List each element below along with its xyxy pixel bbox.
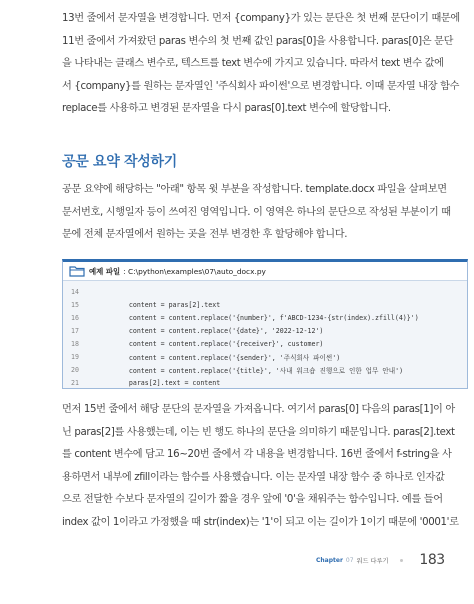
section-heading: 공문 요약 작성하기 xyxy=(62,154,177,170)
code-text: content = paras[2].text xyxy=(113,300,221,309)
code-line xyxy=(63,337,467,350)
text-line: index 값이 1이라고 가정했을 때 str(index)는 '1'이 되고 이는 길이가 1이기 때문에 '0001'로 xyxy=(62,516,459,528)
line-number: 16 xyxy=(71,313,79,322)
code-text: content = content.replace('{date}', '2022-12-12') xyxy=(113,326,324,335)
text-line: 문에 전체 문자열에서 원하는 곳을 전부 변경한 후 할당해야 합니다. xyxy=(62,229,348,241)
text-line: 를 content 변수에 담고 16~20번 줄에서 각 내용을 변경합니다. 16번 줄에서 f-string을 사 xyxy=(62,449,452,461)
line-number: 18 xyxy=(71,339,79,348)
text-line: 문서번호, 시행일자 등이 쓰여진 영역입니다. 이 영역은 하나의 문단으로 작성된 부분이기 때 xyxy=(62,206,451,218)
body-paragraph-1 xyxy=(62,8,462,121)
line-number: 14 xyxy=(71,287,79,296)
body-paragraph-3 xyxy=(62,399,462,535)
text-line: 공문 요약에 해당하는 "아래" 항목 윗 부분을 작성합니다. template.docx 파일을 살펴보면 xyxy=(62,184,447,195)
text-line: 서 {company}를 원하는 문자열인 '주식회사 파이썬'으로 변경합니다. 이때 문자열 내장 함수 xyxy=(62,80,460,92)
code-lines xyxy=(63,281,467,390)
line-number: 15 xyxy=(71,300,79,309)
code-line xyxy=(63,285,467,298)
text-line: 닌 paras[2]를 사용했는데, 이는 빈 행도 하나의 문단을 의미하기 때문입니다. paras[2].text xyxy=(62,426,455,438)
text-line: replace를 사용하고 변경된 문자열을 다시 paras[0].text 변수에 할당합니다. xyxy=(62,103,391,115)
text-line: 으로 전달한 수보다 문자열의 길이가 짧을 경우 앞에 '0'을 채워주는 함수입니다. 예를 들어 xyxy=(62,494,443,506)
text-line: 용하면서 내부에 zfill이라는 함수를 사용했습니다. 이는 문자열 내장 함수 중 하나로 인자값 xyxy=(62,471,445,483)
example-file-path: : C:\python\examples\07\auto_docx.py xyxy=(123,266,266,276)
text-line: 먼저 15번 줄에서 해당 문단의 문자열을 가져옵니다. 여기서 paras[0] 다음의 paras[1]이 아 xyxy=(62,404,455,415)
code-line xyxy=(63,364,467,377)
text-line: 을 나타내는 클래스 변수로, 텍스트를 text 변수에 가지고 있습니다. 따라서 text 변수 값에 xyxy=(62,58,444,70)
line-number: 21 xyxy=(71,379,79,388)
body-paragraph-2 xyxy=(62,179,462,247)
code-text: content = content.replace('{sender}', '주식회사 파이썬') xyxy=(113,354,341,363)
separator-dot xyxy=(400,559,403,562)
folder-icon xyxy=(69,265,85,277)
code-line xyxy=(63,298,467,311)
code-text: content = content.replace('{number}', f'ABCD-1234-{str(index).zfill(4)}') xyxy=(113,313,419,322)
line-number: 19 xyxy=(71,353,79,362)
line-number: 17 xyxy=(71,326,79,335)
code-text: content = content.replace('{title}', '사내 워크숍 진행으로 인한 업무 안내') xyxy=(113,367,404,376)
example-file-header xyxy=(63,262,467,281)
example-code-box xyxy=(62,259,468,389)
code-line xyxy=(63,324,467,337)
example-file-label: 예제 파일 xyxy=(89,266,121,276)
chapter-number: 07 xyxy=(345,556,354,564)
chapter-title: 워드 다루기 xyxy=(356,557,389,565)
text-line: 11번 줄에서 가져왔던 paras 변수의 첫 번째 값인 paras[0]을 사용합니다. paras[0]은 문단 xyxy=(62,35,454,47)
code-text: content = content.replace('{receiver}', customer) xyxy=(113,339,324,348)
code-line xyxy=(63,311,467,324)
line-number: 20 xyxy=(71,366,79,375)
page-number: 183 xyxy=(419,552,445,568)
code-line xyxy=(63,350,467,363)
code-line xyxy=(63,377,467,390)
text-line: 13번 줄에서 문자열을 변경합니다. 먼저 {company}가 있는 문단은 첫 번째 문단이기 때문에 xyxy=(62,13,460,24)
chapter-label: Chapter xyxy=(316,556,343,564)
code-text: paras[2].text = content xyxy=(113,379,221,388)
page-footer xyxy=(316,549,445,571)
